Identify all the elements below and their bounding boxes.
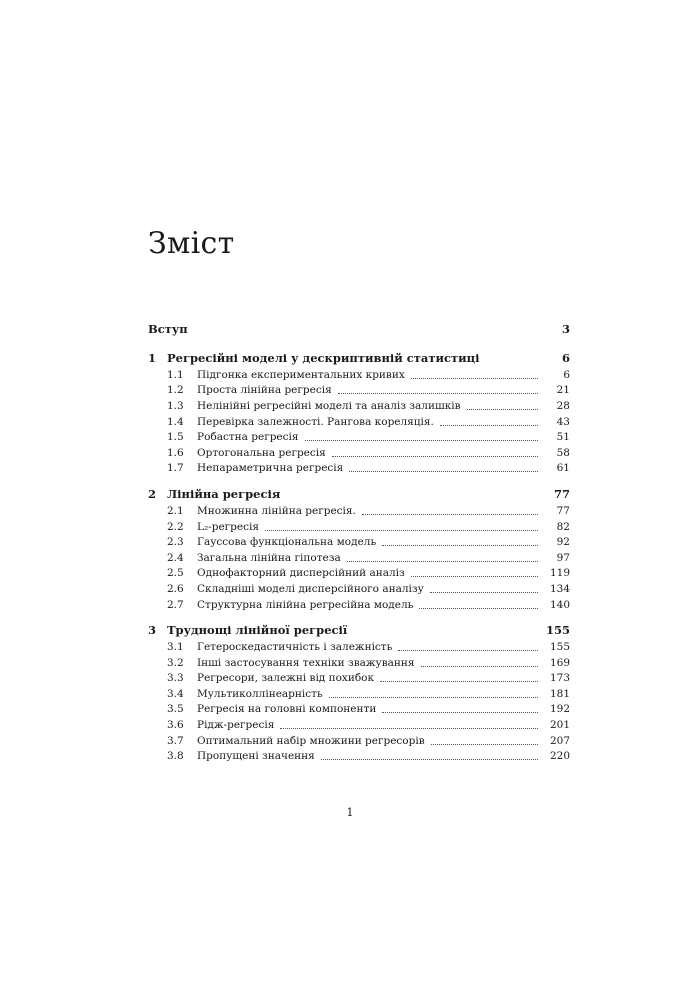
section-number: 1.7 (167, 462, 184, 475)
dot-leader (265, 529, 538, 531)
chapter-number: 1 (148, 350, 157, 365)
section-number: 1.1 (167, 368, 184, 381)
toc-intro-title: Вступ (148, 322, 188, 336)
toc-section-entry[interactable] (148, 655, 570, 671)
section-number: 2.1 (167, 504, 184, 517)
section-page: 192 (549, 703, 570, 716)
section-title: Оптимальний набір множини регресорів (197, 734, 425, 747)
toc-chapter-entry[interactable] (148, 484, 570, 503)
section-title: Регресори, залежні від похибок (197, 672, 375, 685)
chapter-page: 6 (561, 350, 570, 365)
section-number: 2.2 (167, 520, 184, 533)
section-number: 3.7 (167, 734, 184, 747)
dot-leader (411, 575, 538, 577)
toc-intro-page: 3 (561, 322, 570, 336)
section-title: Непараметрична регресія (197, 462, 344, 475)
section-title: Гауссова функціональна модель (197, 536, 377, 549)
section-page: 119 (549, 567, 570, 580)
section-title: Підгонка експериментальних кривих (197, 368, 405, 381)
section-number: 2.7 (167, 598, 184, 611)
toc-chapter-entry[interactable] (148, 620, 570, 639)
section-title: Однофакторний дисперсійний аналіз (197, 567, 405, 580)
dot-leader (347, 560, 538, 562)
toc-section-entry[interactable] (148, 414, 570, 430)
dot-leader (332, 455, 538, 457)
section-page: 77 (556, 504, 570, 517)
toc-section-entry[interactable] (148, 748, 570, 764)
dot-leader (362, 513, 538, 515)
dot-leader (380, 680, 538, 682)
toc-section-entry[interactable] (148, 461, 570, 477)
toc-section-entry[interactable] (148, 717, 570, 733)
dot-leader (421, 665, 538, 667)
dot-leader (305, 439, 539, 441)
chapter-title: Лінійна регресія (167, 486, 281, 501)
toc-section-entry[interactable] (148, 686, 570, 702)
table-of-contents (148, 318, 570, 764)
page-title: Зміст (148, 226, 235, 261)
section-title: L₂-регресія (197, 520, 259, 533)
section-number: 1.6 (167, 446, 184, 459)
section-number: 1.4 (167, 415, 184, 428)
dot-leader (349, 470, 538, 472)
page-number: 1 (346, 806, 354, 819)
section-title: Робастна регресія (197, 431, 299, 444)
section-page: 43 (556, 415, 570, 428)
section-title: Рідж-регресія (197, 719, 275, 732)
section-title: Нелінійні регресійні моделі та аналіз залишків (197, 399, 461, 412)
toc-chapter (148, 484, 570, 612)
section-page: 21 (556, 384, 570, 397)
section-page: 140 (549, 598, 570, 611)
dot-leader (280, 727, 538, 729)
dot-leader (398, 649, 538, 651)
section-title: Перевірка залежності. Рангова кореляція. (197, 415, 434, 428)
toc-intro-entry[interactable] (148, 318, 570, 340)
section-page: 207 (549, 734, 570, 747)
toc-section-entry[interactable] (148, 566, 570, 582)
dot-leader (467, 408, 538, 410)
section-page: 220 (549, 750, 570, 763)
toc-section-entry[interactable] (148, 367, 570, 383)
section-page: 61 (556, 462, 570, 475)
toc-chapter-entry[interactable] (148, 348, 570, 367)
section-page: 28 (556, 399, 570, 412)
chapter-page: 155 (545, 622, 570, 637)
section-page: 173 (549, 672, 570, 685)
section-title: Інші застосування техніки зважування (197, 656, 415, 669)
dot-leader (419, 607, 538, 609)
section-title: Гетероскедастичність і залежність (197, 641, 393, 654)
section-title: Ортогональна регресія (197, 446, 326, 459)
section-title: Пропущені значення (197, 750, 315, 763)
section-number: 3.1 (167, 641, 184, 654)
dot-leader (321, 758, 538, 760)
toc-section-entry[interactable] (148, 519, 570, 535)
chapter-number: 3 (148, 622, 157, 637)
section-page: 181 (549, 687, 570, 700)
section-number: 3.3 (167, 672, 184, 685)
section-title: Складніші моделі дисперсійного аналізу (197, 582, 424, 595)
section-number: 1.5 (167, 431, 184, 444)
dot-leader (440, 424, 538, 426)
dot-leader (338, 392, 538, 394)
dot-leader (431, 743, 538, 745)
section-number: 3.4 (167, 687, 184, 700)
section-page: 58 (556, 446, 570, 459)
section-title: Проста лінійна регресія (197, 384, 332, 397)
section-page: 134 (549, 582, 570, 595)
section-number: 3.5 (167, 703, 184, 716)
toc-section-entry[interactable] (148, 445, 570, 461)
chapter-title: Труднощі лінійної регресії (167, 622, 348, 637)
section-number: 2.4 (167, 551, 184, 564)
toc-section-entry[interactable] (148, 702, 570, 718)
section-page: 97 (556, 551, 570, 564)
toc-section-entry[interactable] (148, 534, 570, 550)
section-number: 2.5 (167, 567, 184, 580)
section-title: Загальна лінійна гіпотеза (197, 551, 341, 564)
section-title: Регресія на головні компоненти (197, 703, 377, 716)
section-page: 82 (556, 520, 570, 533)
section-number: 2.3 (167, 536, 184, 549)
section-title: Мультиколлінеарність (197, 687, 323, 700)
toc-section-entry[interactable] (148, 597, 570, 613)
toc-section-entry[interactable] (148, 429, 570, 445)
section-page: 169 (549, 656, 570, 669)
chapter-page: 77 (553, 486, 570, 501)
toc-section-entry[interactable] (148, 550, 570, 566)
chapter-number: 2 (148, 486, 157, 501)
section-number: 2.6 (167, 582, 184, 595)
section-title: Структурна лінійна регресійна модель (197, 598, 414, 611)
section-page: 51 (556, 431, 570, 444)
toc-section-entry[interactable] (148, 671, 570, 687)
section-page: 201 (549, 719, 570, 732)
section-number: 1.2 (167, 384, 184, 397)
dot-leader (411, 377, 538, 379)
toc-section-entry[interactable] (148, 639, 570, 655)
section-page: 6 (563, 368, 570, 381)
section-number: 3.2 (167, 656, 184, 669)
toc-section-entry[interactable] (148, 383, 570, 399)
toc-chapter (148, 348, 570, 476)
section-page: 92 (556, 536, 570, 549)
toc-section-entry[interactable] (148, 398, 570, 414)
section-number: 1.3 (167, 399, 184, 412)
toc-chapter (148, 620, 570, 764)
dot-leader (430, 591, 538, 593)
chapter-title: Регресійні моделі у дескриптивній статистиці (167, 350, 480, 365)
section-page: 155 (549, 641, 570, 654)
dot-leader (382, 711, 538, 713)
toc-section-entry[interactable] (148, 733, 570, 749)
section-number: 3.8 (167, 750, 184, 763)
section-number: 3.6 (167, 719, 184, 732)
dot-leader (382, 544, 538, 546)
section-title: Множинна лінійна регресія. (197, 504, 356, 517)
dot-leader (329, 696, 538, 698)
toc-section-entry[interactable] (148, 503, 570, 519)
toc-section-entry[interactable] (148, 581, 570, 597)
